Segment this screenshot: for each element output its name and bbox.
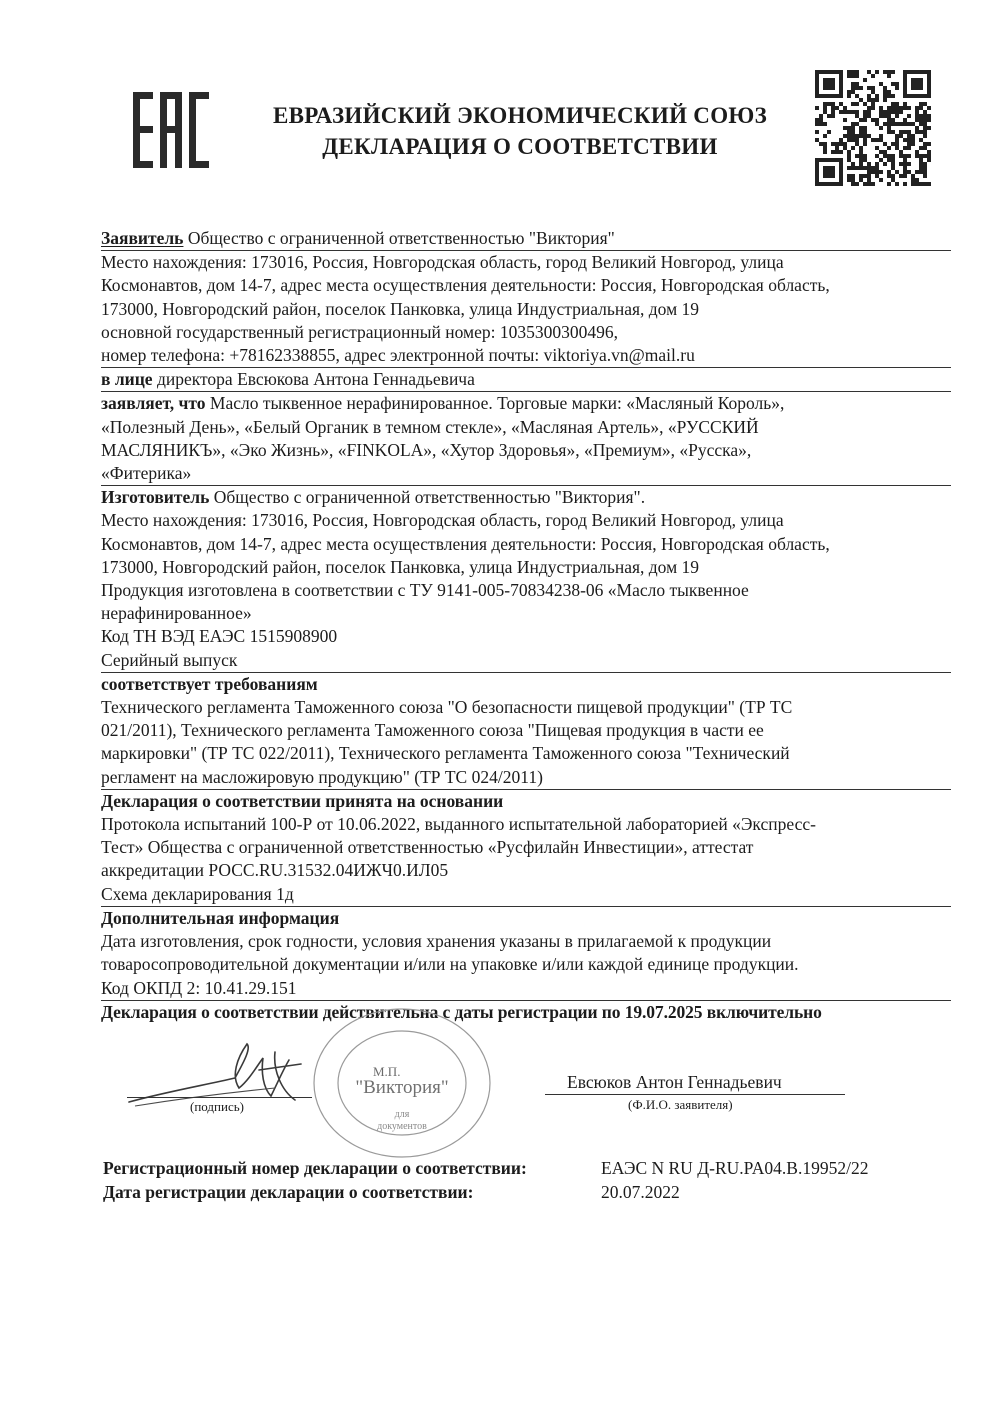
applicant-label: Заявитель bbox=[101, 228, 184, 248]
registration-date-label: Дата регистрации декларации о соответствии: bbox=[103, 1182, 474, 1202]
requirements-line-3: маркировки" (ТР ТС 022/2011), Технического регламента Таможенного союза "Технический bbox=[101, 743, 790, 764]
basis-heading: Декларация о соответствии принята на основании bbox=[101, 790, 504, 811]
manufacturer-address-3: 173000, Новгородский район, поселок Панковка, улица Индустриальная, дом 19 bbox=[101, 556, 700, 577]
signature-line bbox=[127, 1097, 312, 1098]
registration-number-row bbox=[103, 1158, 868, 1179]
manufacturer-address-1: Место нахождения: 173016, Россия, Новгородская область, город Великий Новгород, улица bbox=[101, 510, 784, 531]
document-title: ДЕКЛАРАЦИЯ О СООТВЕТСТВИИ bbox=[322, 134, 718, 159]
requirements-line-4: регламент на масложировую продукцию" (ТР ТС 024/2011) bbox=[101, 766, 951, 790]
applicant-contacts: номер телефона: +78162338855, адрес электронной почты: viktoriya.vn@mail.ru bbox=[101, 344, 951, 368]
declares-line bbox=[101, 392, 951, 415]
additional-heading: Дополнительная информация bbox=[101, 907, 340, 928]
seal-company-name: "Виктория" bbox=[355, 1077, 449, 1098]
declaration-body bbox=[101, 227, 951, 1024]
representative-text: директора Евсюкова Антона Геннадьевича bbox=[152, 369, 475, 390]
registration-date-value: 20.07.2022 bbox=[601, 1182, 680, 1202]
signatory-name-line bbox=[545, 1094, 845, 1095]
applicant-address-2: Космонавтов, дом 14-7, адрес места осуществления деятельности: Россия, Новгородская область, bbox=[101, 275, 830, 296]
manufacturer-label: Изготовитель bbox=[101, 487, 210, 508]
header-titles bbox=[240, 100, 800, 162]
union-title: ЕВРАЗИЙСКИЙ ЭКОНОМИЧЕСКИЙ СОЮЗ bbox=[272, 103, 768, 128]
applicant-ogrn: основной государственный регистрационный номер: 1035300300496, bbox=[101, 321, 618, 342]
requirements-heading: соответствует требованиям bbox=[101, 673, 318, 694]
serial-release: Серийный выпуск bbox=[101, 649, 951, 673]
applicant-address-3: 173000, Новгородский район, поселок Панковка, улица Индустриальная, дом 19 bbox=[101, 298, 700, 319]
trademarks-line-2: МАСЛЯНИКЪ», «Эко Жизнь», «FINKOLA», «Хутор Здоровья», «Премиум», «Русска», bbox=[101, 439, 752, 460]
requirements-line-1: Технического регламента Таможенного союза "О безопасности пищевой продукции" (ТР ТС bbox=[101, 697, 793, 718]
signatory-name: Евсюков Антон Геннадьевич bbox=[567, 1072, 782, 1092]
manufacturer-spec-2: нерафинированное» bbox=[101, 603, 252, 624]
representative-line bbox=[101, 368, 951, 392]
additional-line-1: Дата изготовления, срок годности, условия хранения указаны в прилагаемой к продукции bbox=[101, 931, 772, 952]
additional-line-2: товаросопроводительной документации и/или на упаковке и/или каждой единице продукции. bbox=[101, 954, 799, 975]
seal-sub-text-1: для bbox=[394, 1109, 410, 1120]
basis-line-1: Протокола испытаний 100-Р от 10.06.2022, выданного испытательной лабораторией «Экспресс- bbox=[101, 814, 816, 835]
registration-date-row bbox=[103, 1182, 680, 1203]
hs-code: Код ТН ВЭД ЕАЭС 1515908900 bbox=[101, 626, 338, 647]
company-seal bbox=[307, 1003, 497, 1163]
applicant-line bbox=[101, 227, 951, 251]
validity-statement: Декларация о соответствии действительна с даты регистрации по 19.07.2025 включительно bbox=[101, 1001, 822, 1022]
manufacturer-name: Общество с ограниченной ответственностью "Виктория". bbox=[209, 487, 646, 508]
basis-line-2: Тест» Общества с ограниченной ответственностью «Русфилайн Инвестиции», аттестат bbox=[101, 837, 754, 858]
applicant-address-1: Место нахождения: 173016, Россия, Новгородская область, город Великий Новгород, улица bbox=[101, 252, 784, 273]
basis-line-3: аккредитации РОСС.RU.31532.04ИЖЧ0.ИЛ05 bbox=[101, 860, 449, 881]
declares-label: заявляет, что bbox=[101, 393, 206, 414]
seal-sub-text-2: документов bbox=[377, 1121, 427, 1132]
okpd-code: Код ОКПД 2: 10.41.29.151 bbox=[101, 977, 951, 1001]
applicant-name: Общество с ограниченной ответственностью "Виктория" bbox=[183, 228, 615, 248]
stamp-place-label: М.П. bbox=[373, 1064, 401, 1079]
manufacturer-line bbox=[101, 486, 951, 509]
qr-code-icon bbox=[815, 70, 931, 186]
signatory-name-caption: (Ф.И.О. заявителя) bbox=[628, 1097, 733, 1112]
requirements-line-2: 021/2011), Технического регламента Таможенного союза "Пищевая продукция в части ее bbox=[101, 720, 764, 741]
registration-number-value: ЕАЭС N RU Д-RU.PA04.B.19952/22 bbox=[601, 1158, 869, 1178]
representative-label: в лице bbox=[101, 369, 153, 390]
trademarks-line-3: «Фитерика» bbox=[101, 462, 951, 486]
manufacturer-address-2: Космонавтов, дом 14-7, адрес места осуществления деятельности: Россия, Новгородская область, bbox=[101, 533, 830, 554]
manufacturer-spec-1: Продукция изготовлена в соответствии с ТУ 9141-005-70834238-06 «Масло тыквенное bbox=[101, 580, 749, 601]
signature-caption: (подпись) bbox=[190, 1099, 244, 1114]
trademarks-line-1: «Полезный День», «Белый Органик в темном стекле», «Масляная Артель», «РУССКИЙ bbox=[101, 416, 759, 437]
declares-product: Масло тыквенное нерафинированное. Торговые марки: «Масляный Король», bbox=[205, 393, 785, 414]
eac-logo-icon bbox=[133, 92, 209, 168]
declaration-scheme: Схема декларирования 1д bbox=[101, 883, 951, 907]
registration-number-label: Регистрационный номер декларации о соответствии: bbox=[103, 1158, 527, 1178]
